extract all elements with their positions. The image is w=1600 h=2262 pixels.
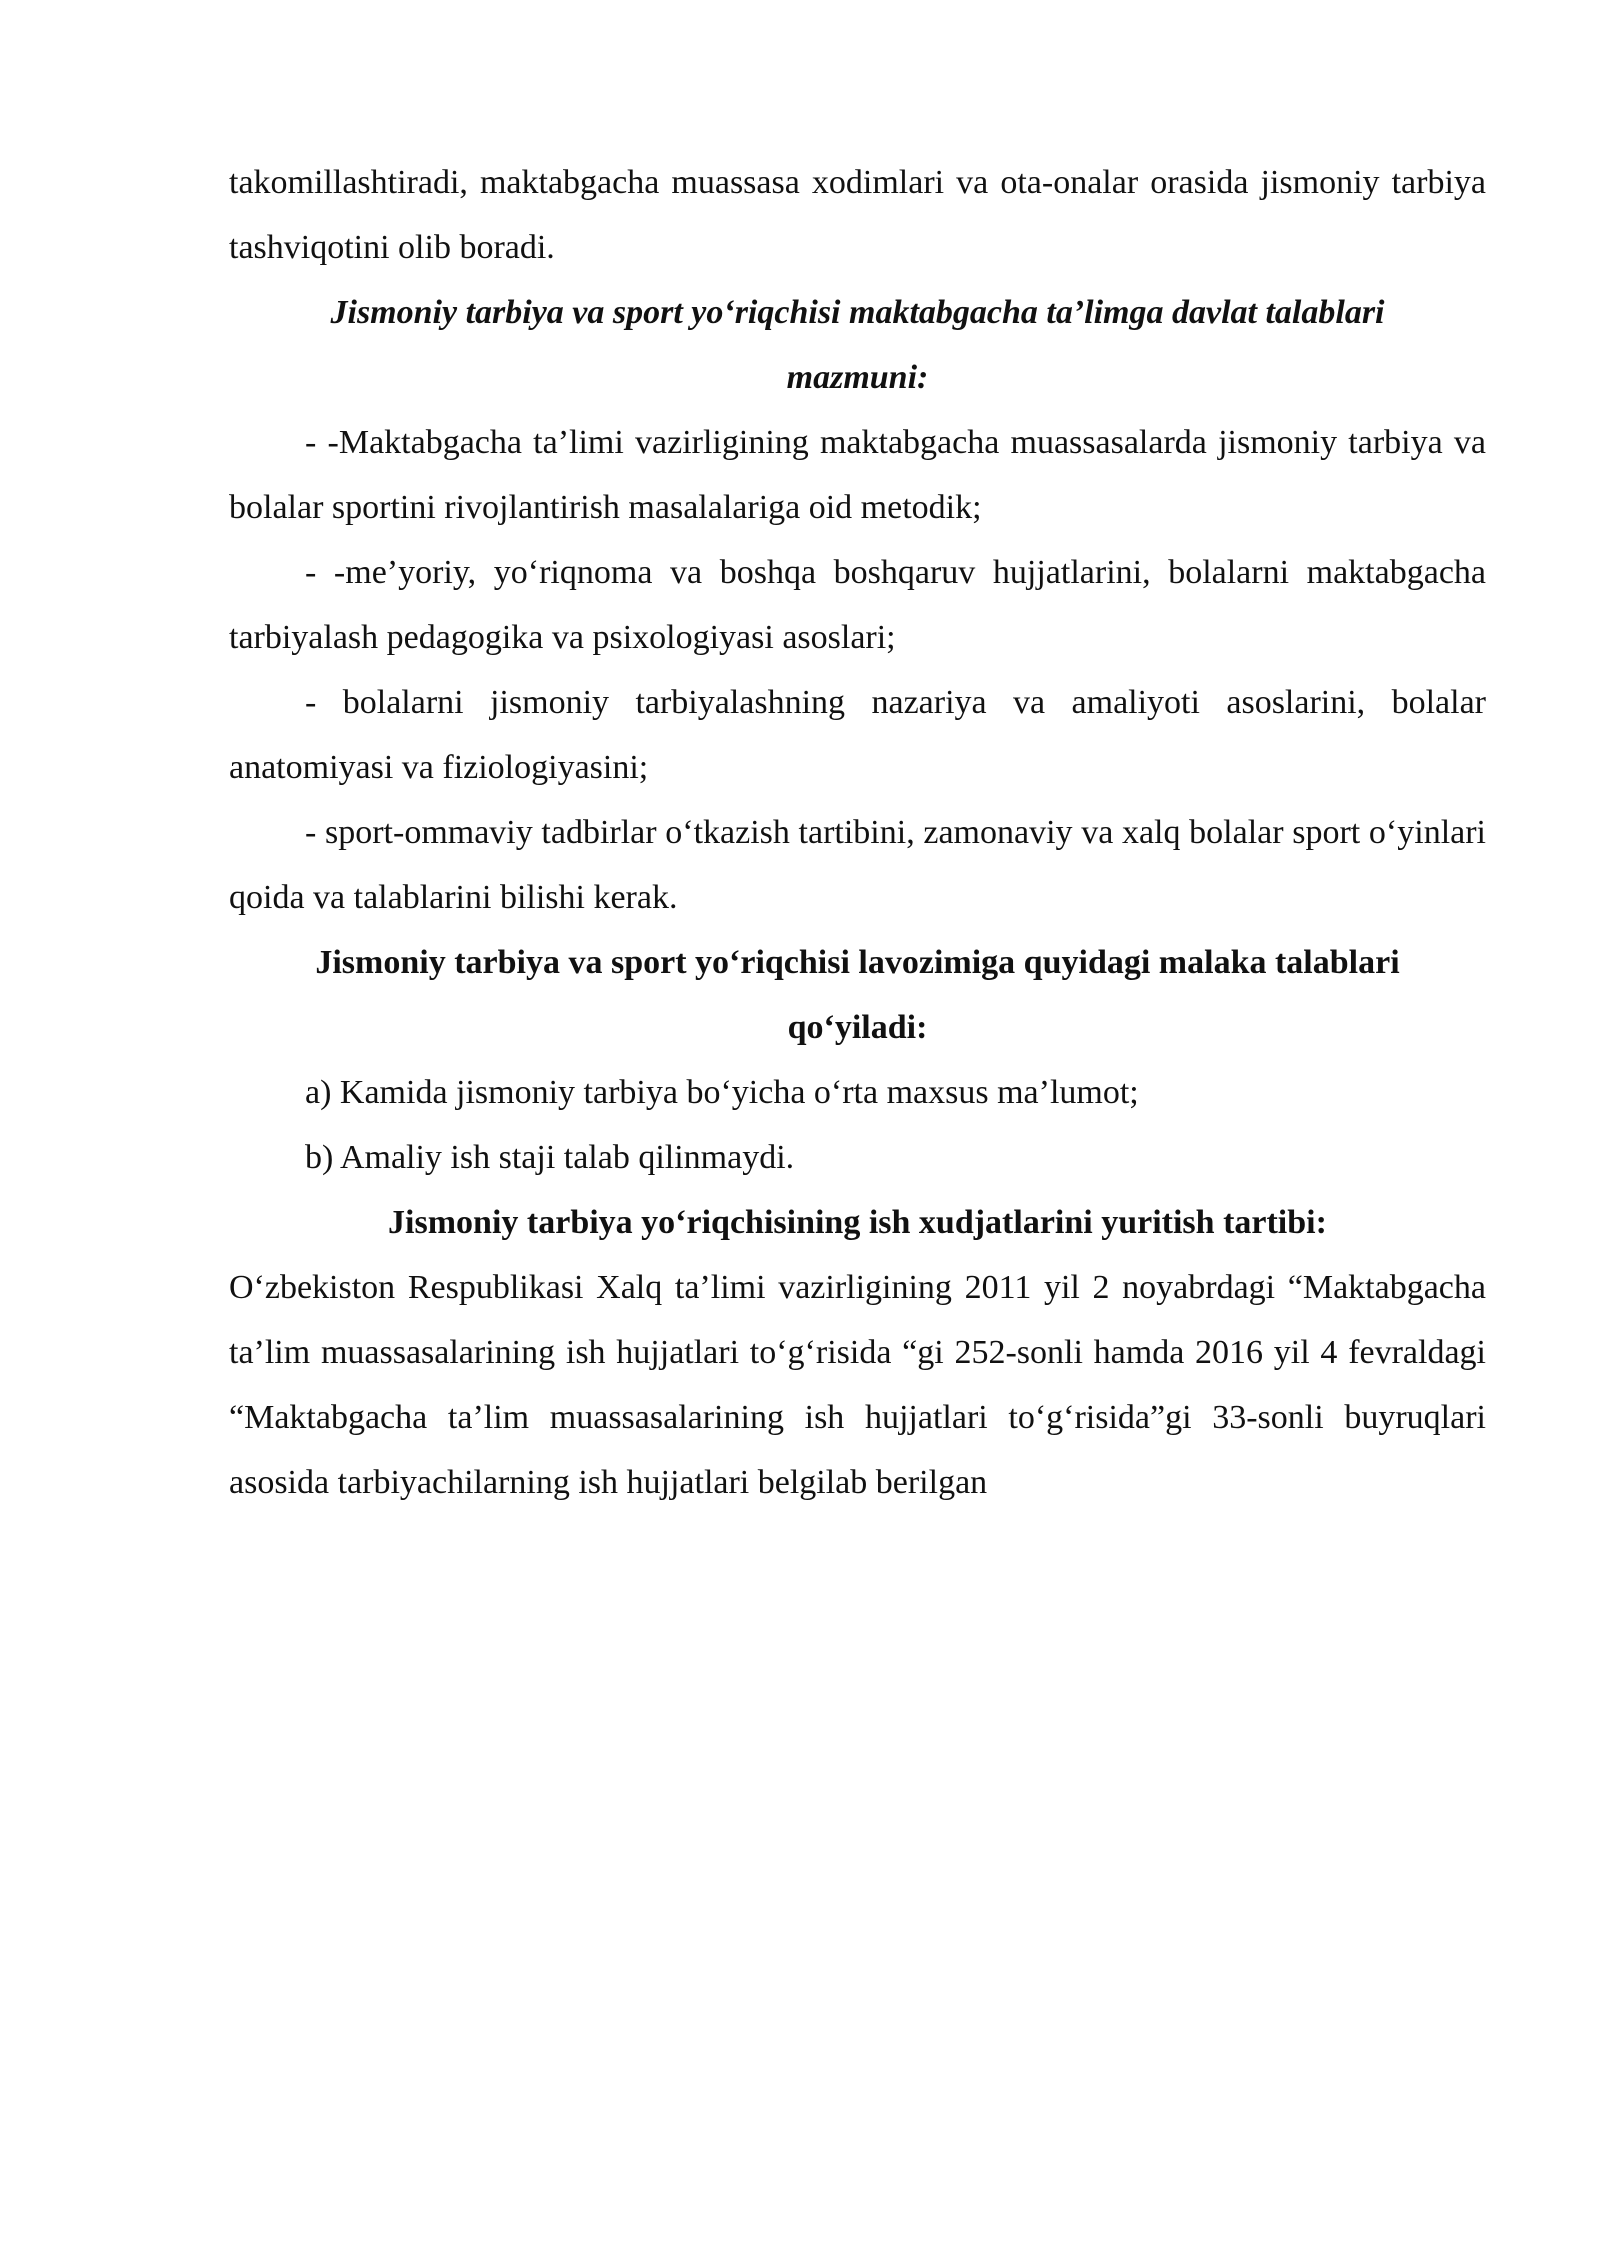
list-item-methodical: - -Maktabgacha ta’limi vazirligining maktabgacha muassasalarda jismoniy tarbiya va bolalar sportini rivojlantirish masalalariga oid metodik; [229,424,1486,526]
intro-paragraph: takomillashtiradi, maktabgacha muassasa xodimlari va ota-onalar orasida jismoniy tarbiya tashviqotini olib boradi. [229,164,1486,266]
documents-paragraph: O‘zbekiston Respublikasi Xalq ta’limi vazirligining 2011 yil 2 noyabrdagi “Maktabgacha ta’lim muassasalarining ish hujjatlari to‘g‘risida “gi 252-sonli hamda 2016 yil 4 fevraldagi “Maktabgacha ta’lim muassasalarining ish hujjatlari to‘g‘risida”gi 33-sonli buyruqlari asosida tarbiyachilarning ish hujjatlari belgilab berilgan [229,1269,1486,1501]
qualification-item-b: b) Amaliy ish staji talab qilinmaydi. [305,1139,795,1176]
qualification-item-a: a) Kamida jismoniy tarbiya bo‘yicha o‘rta maxsus ma’lumot; [305,1074,1139,1111]
section-heading-qualification: Jismoniy tarbiya va sport yo‘riqchisi lavozimiga quyidagi malaka talablari qo‘yiladi: [315,944,1400,1046]
document-page [229,150,1486,1515]
list-item-sport-events: - sport-ommaviy tadbirlar o‘tkazish tartibini, zamonaviy va xalq bolalar sport o‘yinlari qoida va talablarini bilishi kerak. [229,814,1486,916]
section-heading-requirements: Jismoniy tarbiya va sport yo‘riqchisi maktabgacha ta’limga davlat talablari mazmuni: [330,294,1385,396]
list-item-theory: - bolalarni jismoniy tarbiyalashning nazariya va amaliyoti asoslarini, bolalar anatomiyasi va fiziologiyasini; [229,684,1486,786]
section-heading-documents: Jismoniy tarbiya yo‘riqchisining ish xudjatlarini yuritish tartibi: [388,1204,1327,1241]
list-item-normative: - -me’yoriy, yo‘riqnoma va boshqa boshqaruv hujjatlarini, bolalarni maktabgacha tarbiyalash pedagogika va psixologiyasi asoslari; [229,554,1486,656]
